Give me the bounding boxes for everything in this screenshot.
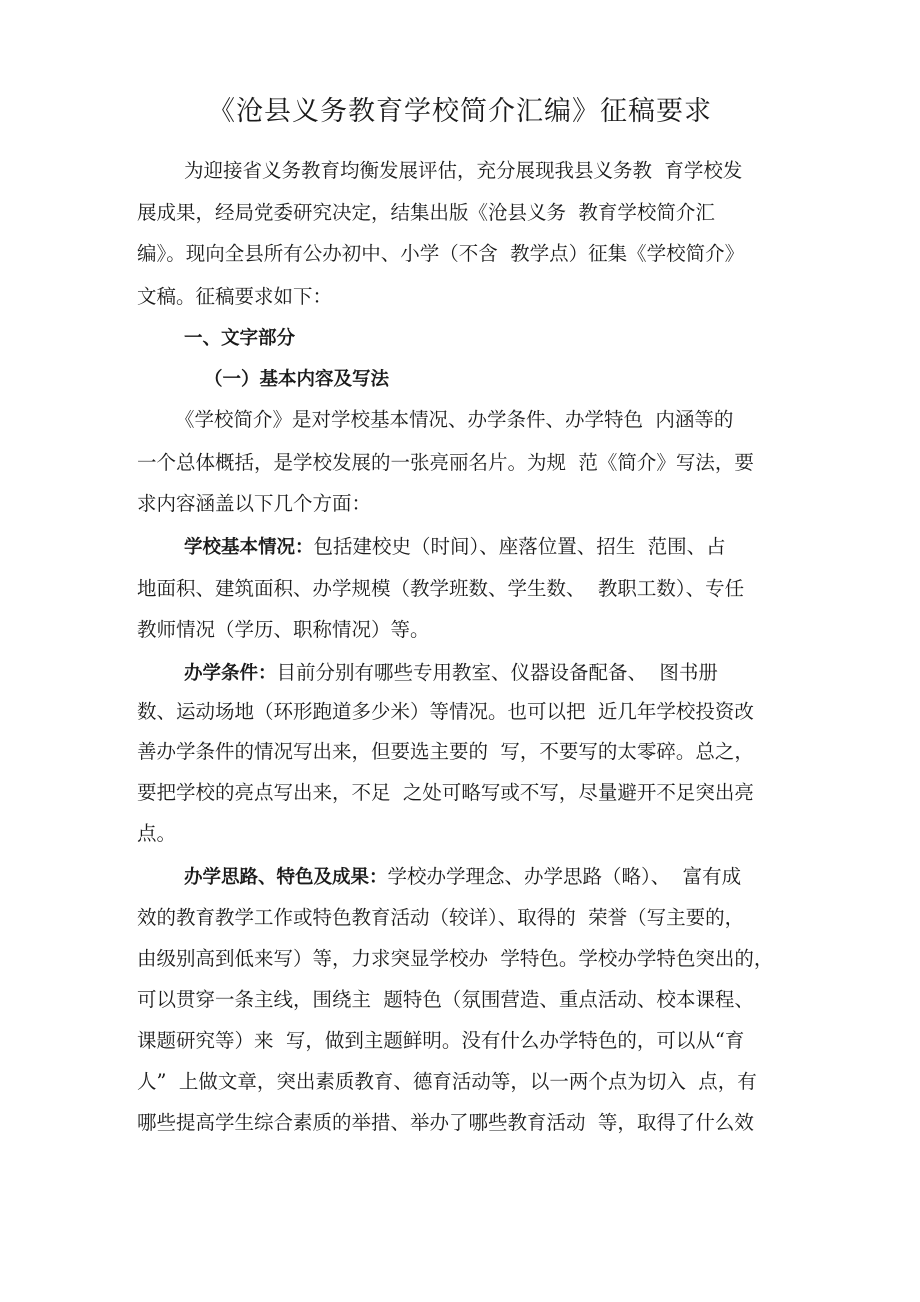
conditions-line-2: 数、运动场地（环形跑道多少米）等情况。也可以把 近几年学校投资改	[137, 700, 754, 723]
jianjie-line-2: 一个总体概括，是学校发展的一张亮丽名片。为规 范《简介》写法，要	[137, 451, 754, 474]
basic-info-label: 学校基本情况：	[184, 537, 314, 558]
basic-info-line-3: 教师情况（学历、职称情况）等。	[137, 618, 430, 641]
conditions-line-5: 点。	[137, 822, 177, 845]
subsection-heading-basic: （一）基本内容及写法	[204, 369, 390, 390]
document-title: 《沧县义务教育学校简介汇编》征稿要求	[208, 96, 712, 127]
intro-line-2: 展成果，经局党委研究决定，结集出版《沧县义务 教育学校简介汇	[137, 201, 715, 224]
intro-line-3: 编》。现向全县所有公办初中、小学（不含 教学点）征集《学校简介》	[137, 242, 745, 265]
ideas-line-2: 效的教育教学工作或特色教育活动（较详）、取得的 荣誉（写主要的，	[137, 906, 745, 929]
conditions-line-3: 善办学条件的情况写出来，但要选主要的 写，不要写的太零碎。总之，	[137, 740, 754, 763]
ideas-label: 办学思路、特色及成果：	[184, 867, 388, 888]
ideas-line-3: 由级别高到低来写）等，力求突显学校办 学特色。学校办学特色突出的，	[137, 947, 774, 970]
intro-line-1: 为迎接省义务教育均衡发展评估，充分展现我县义务教 育学校发	[184, 159, 743, 182]
ideas-line-7: 哪些提高学生综合素质的举措、举办了哪些教育活动 等，取得了什么效	[137, 1111, 754, 1134]
conditions-label: 办学条件：	[184, 663, 277, 684]
basic-info-line-2: 地面积、建筑面积、办学规模（教学班数、学生数、 教职工数）、专任	[137, 577, 745, 600]
ideas-line-4: 可以贯穿一条主线，围绕主 题特色（氛围营造、重点活动、校本课程、	[137, 988, 754, 1011]
basic-info-line-1	[184, 533, 726, 562]
section-heading-text: 一、文字部分	[184, 328, 296, 349]
basic-info-text: 包括建校史（时间）、座落位置、招生 范围、占	[313, 535, 726, 558]
conditions-line-1	[184, 659, 718, 688]
jianjie-line-1: 《学校简介》是对学校基本情况、办学条件、办学特色 内涵等的	[175, 408, 734, 431]
ideas-text: 学校办学理念、办学思路（略）、 富有成	[387, 865, 742, 888]
conditions-text: 目前分别有哪些专用教室、仪器设备配备、 图书册	[276, 661, 718, 684]
ideas-line-1	[184, 863, 741, 892]
ideas-line-5: 课题研究等）来 写，做到主题鲜明。没有什么办学特色的，可以从“育	[137, 1029, 745, 1052]
jianjie-line-3: 求内容涵盖以下几个方面：	[137, 492, 372, 515]
conditions-line-4: 要把学校的亮点写出来，不足 之处可略写或不写，尽量避开不足突出亮	[137, 781, 754, 804]
intro-line-4: 文稿。征稿要求如下：	[137, 285, 333, 308]
ideas-line-6: 人” 上做文章，突出素质教育、德育活动等，以一两个点为切入 点，有	[137, 1070, 757, 1093]
